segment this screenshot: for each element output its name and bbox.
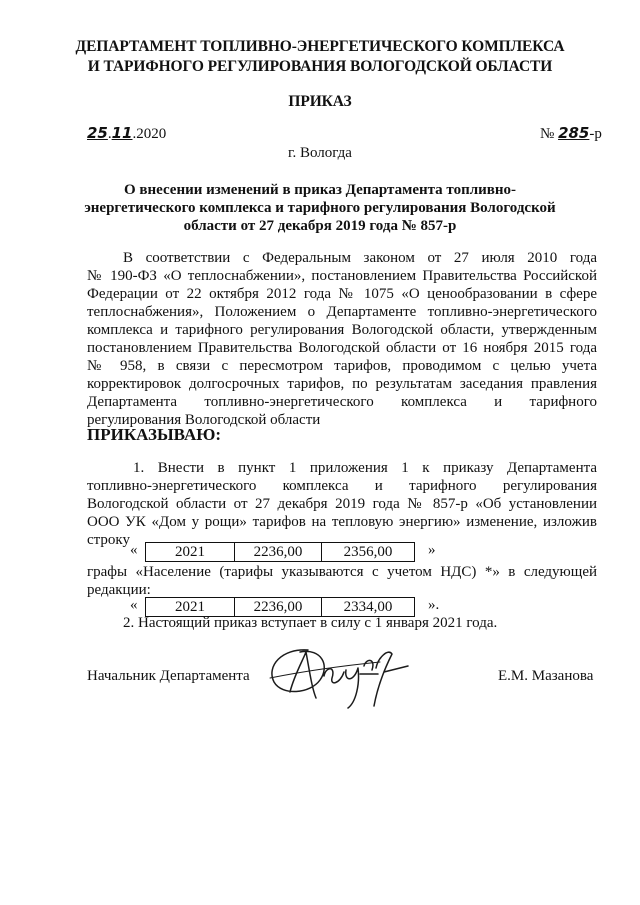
preamble-line: В соответствии с Федеральным законом от 27 июля 2010 года [123, 250, 597, 266]
preamble [87, 249, 597, 429]
item-2: 2. Настоящий приказ вступает в силу с 1 января 2021 года. [123, 615, 498, 631]
tariff-row-new [145, 597, 415, 617]
tariff-row-old [145, 542, 415, 562]
year-cell: 2021 [146, 598, 235, 617]
value-cell: 2236,00 [235, 543, 322, 562]
preamble-line: корректировок долгосрочных тарифов, по результатам заседания правления [87, 376, 597, 392]
subject-line-3: области от 27 декабря 2019 года № 857-р [183, 218, 457, 234]
order-number [540, 124, 602, 143]
column-line: редакции: [87, 582, 151, 598]
order-subject [80, 181, 560, 235]
number-sign: № [540, 126, 555, 142]
item-1-line: ООО УК «Дом у рощи» тарифов на тепловую энергию» изменение, изложив [87, 514, 597, 530]
item-1 [87, 459, 597, 549]
item-1-line: Вологодской области от 27 декабря 2019 года № 857-р «Об установлении [87, 496, 597, 512]
value-cell: 2334,00 [322, 598, 415, 617]
column-description [87, 563, 597, 599]
preamble-line: № 958, в связи с пересмотром тарифов, проводимом с целью учета [87, 358, 597, 374]
date-month-handwritten: 11 [111, 124, 133, 142]
year-cell: 2021 [146, 543, 235, 562]
preamble-line: регулирования Вологодской области [87, 412, 321, 428]
document-type-title: ПРИКАЗ [288, 93, 352, 110]
department-name-line1: ДЕПАРТАМЕНТ ТОПЛИВНО-ЭНЕРГЕТИЧЕСКОГО КОМПЛЕКСА [75, 38, 565, 55]
date-day-handwritten: 25 [87, 124, 108, 142]
preamble-line: Федерации от 22 октября 2012 года № 1075 «О ценообразовании в сфере [87, 286, 597, 302]
city: г. Вологда [288, 145, 352, 161]
subject-line-1: О внесении изменений в приказ Департамента топливно- [123, 182, 517, 198]
row-new-close-quote: ». [428, 597, 440, 613]
signatory-name: Е.М. Мазанова [498, 668, 594, 684]
row-old-close-quote: » [428, 542, 436, 558]
preamble-line: теплоснабжения», Положением о Департаменте топливно-энергетического [87, 304, 597, 320]
order-date: 25.11.2020 [87, 124, 167, 142]
preamble-line: постановлением Правительства Вологодской области от 16 ноября 2015 года [87, 340, 597, 356]
number-suffix: -р [589, 126, 602, 142]
preamble-line: № 190-ФЗ «О теплоснабжении», постановлением Правительства Российской [87, 268, 597, 284]
row-old-open-quote: « [130, 542, 138, 558]
value-cell: 2356,00 [322, 543, 415, 562]
date-year: .2020 [132, 126, 167, 142]
item-1-line: 1. Внести в пункт 1 приложения 1 к приказу Департамента [133, 460, 597, 476]
signatory-position: Начальник Департамента [87, 668, 250, 684]
item-1-line: топливно-энергетического комплекса и тарифного регулирования [87, 478, 597, 494]
row-new-open-quote: « [130, 597, 138, 613]
handwritten-signature [260, 636, 420, 714]
column-line: графы «Население (тарифы указываются с учетом НДС) *» в следующей [87, 564, 597, 580]
value-cell: 2236,00 [235, 598, 322, 617]
department-name-line2: И ТАРИФНОГО РЕГУЛИРОВАНИЯ ВОЛОГОДСКОЙ ОБЛАСТИ [87, 58, 553, 75]
preamble-line: комплекса и тарифного регулирования Вологодской области, утвержденным [87, 322, 597, 338]
number-handwritten: 285 [558, 124, 590, 142]
order-keyword: ПРИКАЗЫВАЮ: [87, 425, 222, 444]
preamble-line: Департамента топливно-энергетического комплекса и тарифного [87, 394, 597, 410]
item-1-line: строку [87, 532, 130, 548]
subject-line-2: энергетического комплекса и тарифного регулирования Вологодской [84, 200, 556, 216]
